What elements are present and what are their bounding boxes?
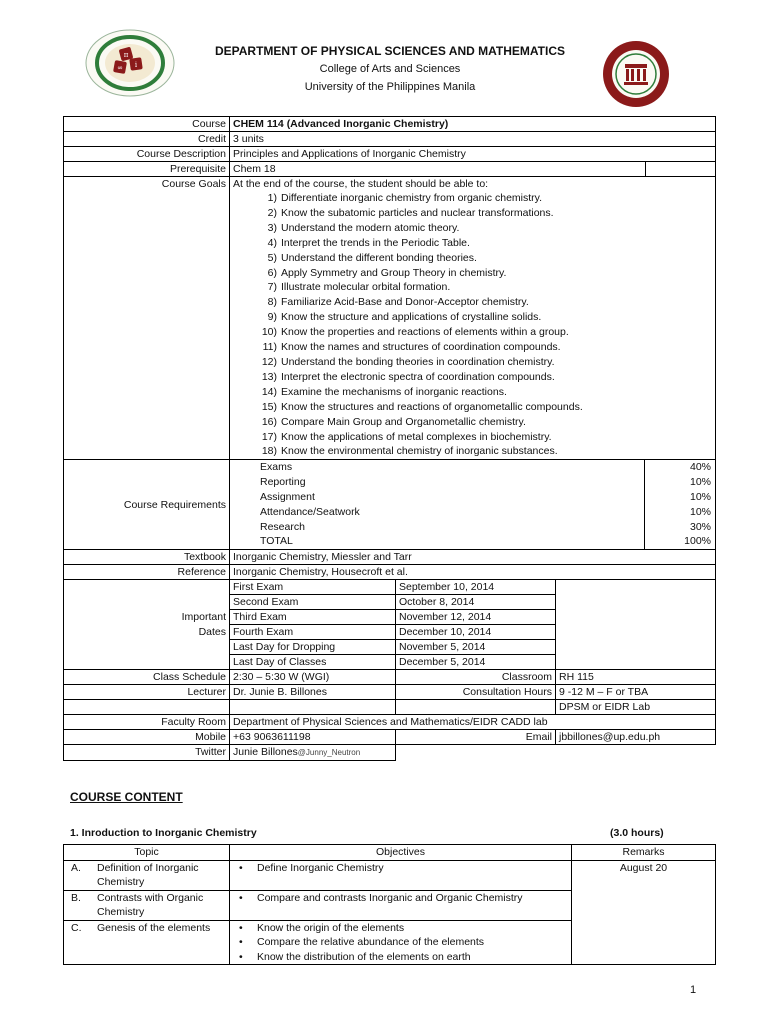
goal-number: 13)	[261, 370, 277, 383]
goal-item	[233, 340, 712, 355]
goal-item	[233, 325, 712, 340]
dates-row	[64, 580, 716, 595]
objective-item: • Compare the relative abundance of the elements	[233, 935, 568, 950]
requirement-item	[230, 520, 715, 535]
credit-value: 3 units	[230, 132, 716, 147]
date-value: November 5, 2014	[396, 640, 556, 655]
topic-text: Contrasts with Organic	[97, 891, 204, 904]
goal-text: Know the names and structures of coordination compounds.	[281, 341, 561, 354]
topics-table	[63, 844, 716, 965]
university-name: University of the Philippines Manila	[304, 81, 476, 93]
consultation-value: 9 -12 M – F or TBA	[556, 685, 716, 700]
college-name: College of Arts and Sciences	[319, 63, 461, 75]
date-value: November 12, 2014	[396, 610, 556, 625]
goal-item	[233, 430, 712, 445]
remarks-cell: August 20	[572, 860, 716, 965]
goal-item	[233, 385, 712, 400]
goal-number: 12)	[261, 355, 277, 368]
objectives-cell	[230, 890, 572, 920]
goal-item	[233, 370, 712, 385]
requirement-percent: 30%	[644, 520, 715, 535]
requirement-item	[230, 490, 715, 505]
consultation-label: Consultation Hours	[396, 685, 556, 700]
date-event: First Exam	[230, 580, 396, 595]
goal-text: Know the structures and reactions of organometallic compounds.	[281, 400, 583, 413]
goal-number: 2)	[267, 206, 277, 219]
objective-item: • Compare and contrasts Inorganic and Organic Chemistry	[233, 891, 568, 906]
requirement-percent: 100%	[644, 534, 715, 549]
dates-row	[64, 625, 716, 640]
goal-number: 17)	[261, 430, 277, 443]
date-value: December 10, 2014	[396, 625, 556, 640]
goal-item	[233, 280, 712, 295]
dates-row	[64, 595, 716, 610]
goal-number: 3)	[267, 221, 277, 234]
twitter-value	[230, 745, 396, 761]
goal-item	[233, 206, 712, 221]
goal-number: 10)	[261, 326, 277, 339]
objective-item: • Know the origin of the elements	[233, 921, 568, 936]
requirement-name: Assignment	[260, 490, 315, 503]
goal-text: Examine the mechanisms of inorganic reactions.	[281, 385, 507, 398]
goal-item	[233, 310, 712, 325]
schedule-label: Class Schedule	[64, 670, 230, 685]
goal-number: 5)	[267, 251, 277, 264]
topic-text: Definition of Inorganic	[97, 861, 199, 874]
dates-label-1: Important	[64, 610, 230, 625]
goals-cell	[230, 177, 716, 460]
goal-item	[233, 221, 712, 236]
requirement-item	[230, 534, 715, 549]
textbook-value: Inorganic Chemistry, Miessler and Tarr	[230, 550, 716, 565]
course-content-title: COURSE CONTENT	[70, 790, 183, 804]
requirements-list	[230, 460, 715, 549]
topic-letter: C.	[71, 921, 82, 934]
svg-text:∞: ∞	[117, 64, 123, 72]
prerequisite-label: Prerequisite	[64, 162, 230, 177]
prerequisite-extra	[646, 162, 716, 177]
date-event: Last Day for Dropping	[230, 640, 396, 655]
requirement-percent: 10%	[644, 490, 715, 505]
goal-number: 1)	[267, 192, 277, 204]
twitter-label: Twitter	[64, 745, 230, 761]
dates-row	[64, 610, 716, 625]
credit-label: Credit	[64, 132, 230, 147]
reference-label: Reference	[64, 565, 230, 580]
twitter-name: Junie Billones	[233, 746, 298, 759]
requirement-name: Reporting	[260, 476, 306, 489]
section-hours: (3.0 hours)	[610, 827, 664, 839]
objectives-header: Objectives	[230, 845, 572, 861]
svg-text:i: i	[134, 61, 138, 69]
mobile-label: Mobile	[64, 730, 230, 745]
objective-item: • Define Inorganic Chemistry	[233, 861, 568, 876]
dates-row	[64, 655, 716, 670]
course-value: CHEM 114 (Advanced Inorganic Chemistry)	[230, 117, 716, 132]
goal-number: 15)	[261, 400, 277, 413]
topic-letter: A.	[71, 861, 81, 874]
goal-item	[233, 355, 712, 370]
objective-item: • Know the distribution of the elements on earth	[233, 950, 568, 965]
date-value: October 8, 2014	[396, 595, 556, 610]
date-value: December 5, 2014	[396, 655, 556, 670]
goal-text: Apply Symmetry and Group Theory in chemistry.	[281, 266, 507, 279]
date-event: Fourth Exam	[230, 625, 396, 640]
topic-letter: B.	[71, 891, 81, 904]
topic-text-cont: Chemistry	[97, 906, 145, 918]
goal-text: Compare Main Group and Organometallic chemistry.	[281, 415, 526, 428]
faculty-room-label: Faculty Room	[64, 715, 230, 730]
prerequisite-value: Chem 18	[230, 162, 646, 177]
goal-text: Know the structure and applications of crystalline solids.	[281, 311, 542, 324]
faculty-room-value: Department of Physical Sciences and Mathematics/EIDR CADD lab	[230, 715, 716, 730]
dates-label-2: Dates	[64, 625, 230, 640]
date-value: September 10, 2014	[396, 580, 556, 595]
goals-list	[233, 191, 712, 459]
goal-item	[233, 266, 712, 281]
email-link[interactable]: jbbillones@up.edu.ph	[556, 730, 716, 745]
goal-text: Interpret the electronic spectra of coordination compounds.	[281, 370, 555, 383]
requirements-label: Course Requirements	[64, 460, 230, 550]
goal-number: 18)	[261, 445, 277, 458]
section-title: 1. Inroduction to Inorganic Chemistry	[70, 827, 257, 839]
goal-text: Illustrate molecular orbital formation.	[281, 281, 451, 294]
email-label: Email	[396, 730, 556, 745]
goal-number: 4)	[267, 236, 277, 249]
lecturer-label: Lecturer	[64, 685, 230, 700]
goal-number: 9)	[267, 311, 277, 324]
goals-label: Course Goals	[64, 177, 230, 460]
course-info-table	[63, 116, 716, 761]
goal-text: Interpret the trends in the Periodic Table.	[281, 236, 470, 249]
topic-cell	[64, 890, 230, 920]
requirement-item	[230, 460, 715, 475]
goal-text: Know the properties and reactions of elements within a group.	[281, 326, 569, 339]
requirement-percent: 10%	[644, 475, 715, 490]
dates-row	[64, 640, 716, 655]
goal-item	[233, 236, 712, 251]
topic-cell	[64, 860, 230, 890]
date-event: Last Day of Classes	[230, 655, 396, 670]
goal-number: 8)	[267, 296, 277, 309]
goal-text: Understand the modern atomic theory.	[281, 221, 460, 234]
dpsm-seal-logo	[84, 28, 176, 98]
goals-intro: At the end of the course, the student should be able to:	[233, 178, 489, 190]
topic-header: Topic	[64, 845, 230, 861]
requirement-percent: 10%	[644, 505, 715, 520]
topic-text: Genesis of the elements	[97, 921, 211, 934]
objectives-cell	[230, 920, 572, 965]
goal-number: 6)	[267, 266, 277, 279]
goal-text: Know the environmental chemistry of inorganic substances.	[281, 445, 558, 458]
classroom-value: RH 115	[556, 670, 716, 685]
objectives-cell	[230, 860, 572, 890]
course-label: Course	[64, 117, 230, 132]
requirement-name: Research	[260, 520, 305, 533]
goal-number: 14)	[261, 385, 277, 398]
goal-number: 7)	[267, 281, 277, 294]
date-event: Second Exam	[230, 595, 396, 610]
goal-item	[233, 295, 712, 310]
requirement-name: Attendance/Seatwork	[260, 505, 360, 518]
department-name: DEPARTMENT OF PHYSICAL SCIENCES AND MATHEMATICS	[214, 44, 565, 58]
date-event: Third Exam	[230, 610, 396, 625]
goal-text: Know the applications of metal complexes in biochemistry.	[281, 430, 552, 443]
requirement-item	[230, 505, 715, 520]
goal-text: Differentiate inorganic chemistry from organic chemistry.	[281, 192, 543, 204]
classroom-label: Classroom	[396, 670, 556, 685]
goal-text: Know the subatomic particles and nuclear transformations.	[281, 206, 554, 219]
requirement-name: TOTAL	[260, 535, 293, 548]
remarks-header: Remarks	[572, 845, 716, 861]
requirement-percent: 40%	[644, 460, 715, 475]
goal-number: 16)	[261, 415, 277, 428]
schedule-value: 2:30 – 5:30 W (WGI)	[230, 670, 396, 685]
cas-seal-logo	[598, 40, 674, 108]
requirement-item	[230, 475, 715, 490]
goal-item	[233, 191, 712, 206]
description-value: Principles and Applications of Inorganic Chemistry	[230, 147, 716, 162]
page-number: 1	[690, 984, 697, 996]
mobile-value: +63 9063611198	[230, 730, 396, 745]
goal-number: 11)	[262, 341, 277, 354]
goal-text: Familiarize Acid-Base and Donor-Acceptor chemistry.	[281, 296, 529, 309]
description-label: Course Description	[64, 147, 230, 162]
goal-item	[233, 444, 712, 459]
svg-text:π: π	[123, 51, 129, 59]
twitter-handle-link[interactable]: @Junny_Neutron	[297, 748, 361, 758]
topic-text-cont: Chemistry	[97, 876, 145, 888]
requirement-name: Exams	[260, 461, 293, 474]
topic-cell	[64, 920, 230, 965]
goal-text: Understand the bonding theories in coordination chemistry.	[281, 355, 555, 368]
lecturer-value: Dr. Junie B. Billones	[230, 685, 396, 700]
consultation-location: DPSM or EIDR Lab	[556, 700, 716, 715]
reference-value: Inorganic Chemistry, Housecroft et al.	[230, 565, 716, 580]
goal-item	[233, 400, 712, 415]
goal-item	[233, 251, 712, 266]
requirements-cell	[230, 460, 716, 550]
goal-text: Understand the different bonding theories.	[281, 251, 477, 264]
textbook-label: Textbook	[64, 550, 230, 565]
goal-item	[233, 415, 712, 430]
